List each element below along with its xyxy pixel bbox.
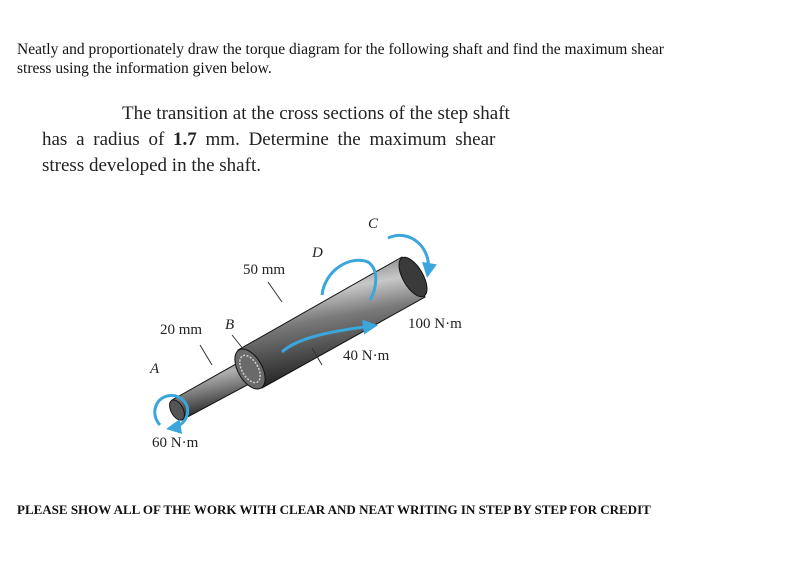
leader-b bbox=[232, 335, 244, 350]
label-50mm: 50 mm bbox=[243, 262, 286, 278]
footer-note: PLEASE SHOW ALL OF THE WORK WITH CLEAR AND NEAT WRITING IN STEP BY STEP FOR CREDIT bbox=[17, 502, 651, 517]
label-d: D bbox=[312, 245, 323, 261]
problem-line-3: stress developed in the shaft. bbox=[42, 155, 261, 176]
label-a: A bbox=[150, 361, 160, 377]
instructions-line-2: stress using the information given below. bbox=[17, 60, 272, 77]
label-b: B bbox=[225, 317, 235, 333]
leader-20mm bbox=[200, 345, 212, 365]
label-torque-b: 40 N·m bbox=[343, 348, 390, 364]
label-c: C bbox=[368, 216, 379, 232]
label-torque-c: 100 N·m bbox=[408, 316, 462, 332]
problem-line-1: The transition at the cross sections of the step shaft bbox=[122, 103, 510, 124]
problem-line-2-start: has a radius of bbox=[42, 129, 174, 150]
label-torque-a: 60 N·m bbox=[152, 435, 199, 451]
instructions-line-1: Neatly and proportionately draw the torque diagram for the following shaft and find the maximum shear bbox=[17, 41, 664, 58]
label-20mm: 20 mm bbox=[160, 322, 203, 338]
leader-50mm bbox=[268, 282, 282, 302]
radius-value: 1.7 bbox=[173, 129, 197, 150]
problem-line-2-end: mm. Determine the maximum shear bbox=[196, 129, 496, 150]
